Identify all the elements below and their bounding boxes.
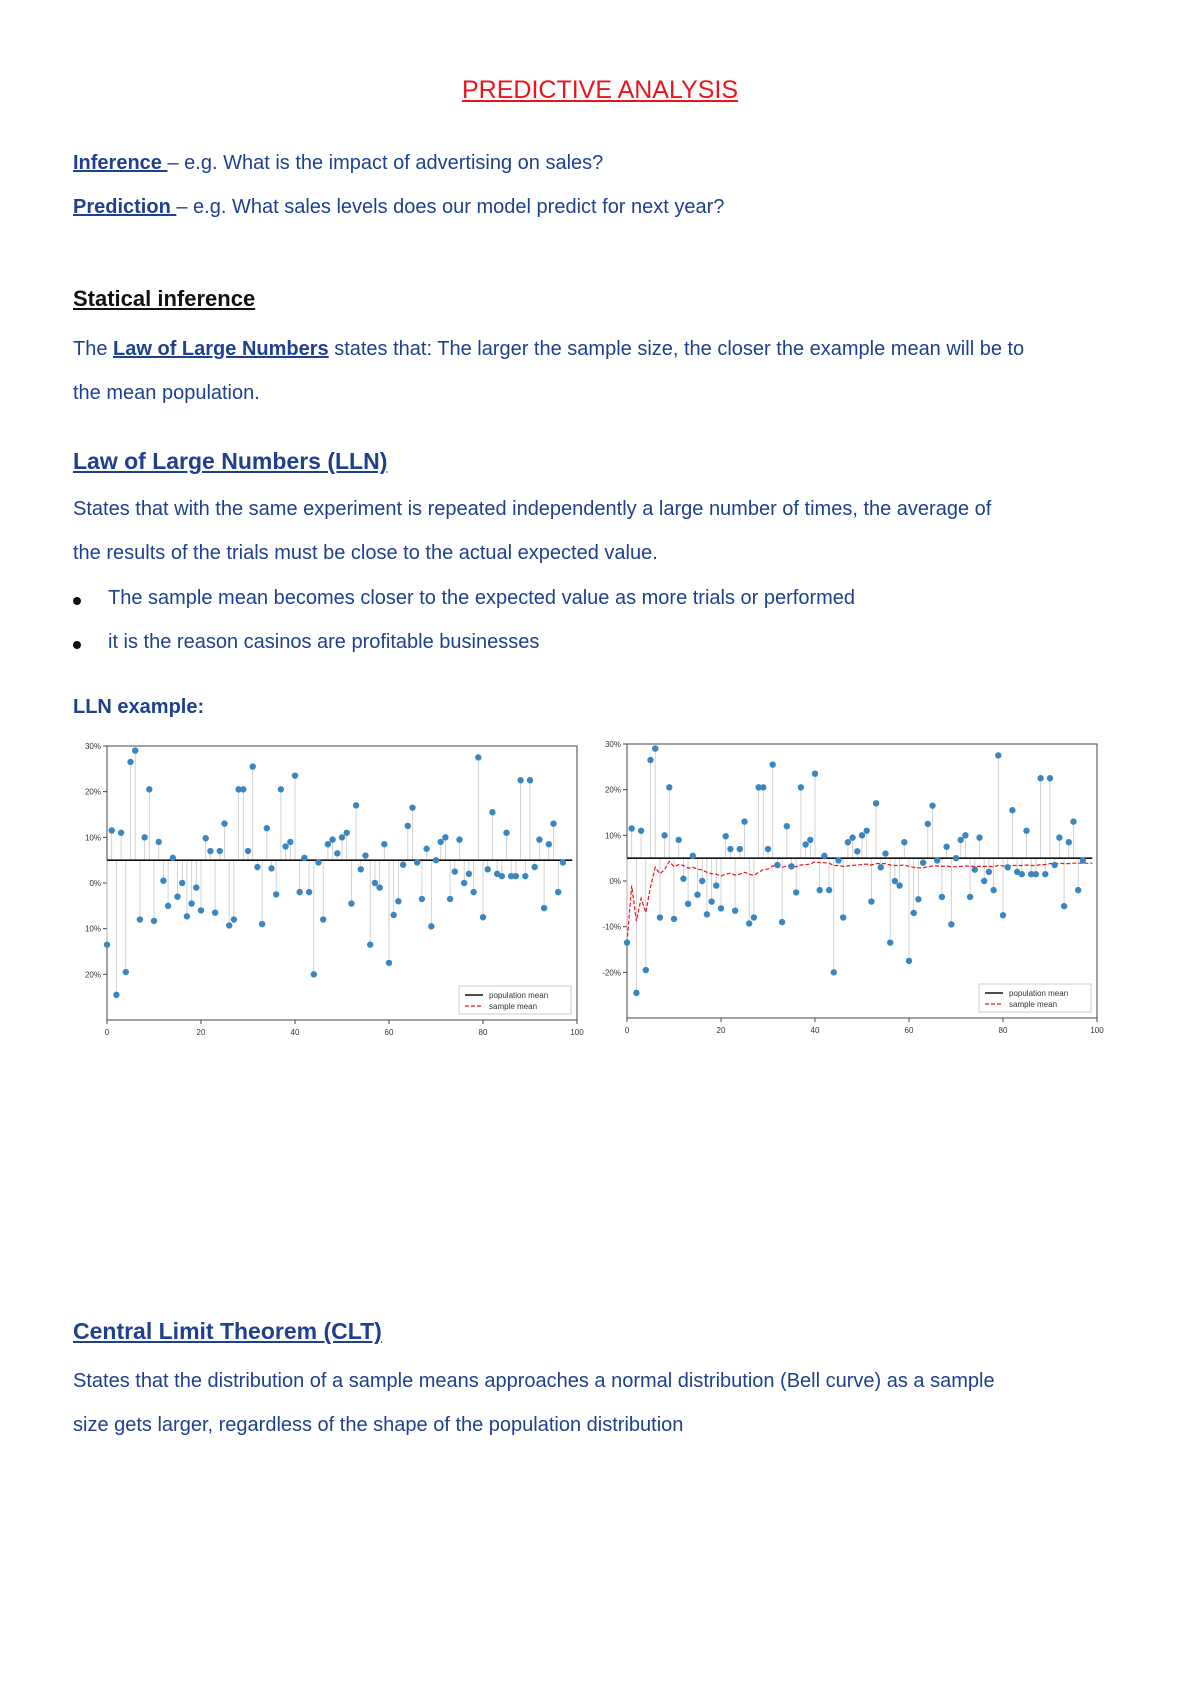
data-point <box>962 832 968 838</box>
y-tick-label: -20% <box>602 968 621 978</box>
data-point <box>727 846 733 852</box>
data-point <box>381 841 387 847</box>
data-point <box>156 839 162 845</box>
definition-prediction <box>73 196 724 219</box>
data-point <box>1037 775 1043 781</box>
data-point <box>499 873 505 879</box>
data-point <box>400 862 406 868</box>
data-point <box>141 834 147 840</box>
data-point <box>268 865 274 871</box>
data-point <box>770 761 776 767</box>
data-point <box>278 786 284 792</box>
y-tick-label: 10% <box>604 831 621 841</box>
data-point <box>878 864 884 870</box>
bullet-dot <box>73 641 81 649</box>
data-point <box>1066 839 1072 845</box>
data-point <box>840 914 846 920</box>
data-point <box>245 848 251 854</box>
x-tick-label: 80 <box>998 1026 1008 1035</box>
data-point <box>948 921 954 927</box>
data-point <box>1061 903 1067 909</box>
data-point <box>821 853 827 859</box>
data-point <box>217 848 223 854</box>
data-point <box>1052 862 1058 868</box>
clt-line1: States that the distribution of a sample means approaches a normal distribution (Bell curve) as a sample <box>73 1370 995 1392</box>
data-point <box>170 855 176 861</box>
data-point <box>386 960 392 966</box>
x-tick-label: 60 <box>904 1026 914 1035</box>
clt-line2: size gets larger, regardless of the shape of the population distribution <box>73 1414 684 1436</box>
data-point <box>315 859 321 865</box>
data-point <box>784 823 790 829</box>
data-point <box>475 754 481 760</box>
data-point <box>976 834 982 840</box>
data-point <box>405 823 411 829</box>
data-point <box>480 914 486 920</box>
y-tick-label: 20% <box>604 785 621 795</box>
data-point <box>546 841 552 847</box>
data-point <box>193 884 199 890</box>
data-point <box>151 918 157 924</box>
x-tick-label: 20 <box>196 1028 206 1037</box>
data-point <box>165 903 171 909</box>
data-point <box>929 802 935 808</box>
legend-label: sample mean <box>1009 1000 1058 1009</box>
data-point <box>1000 912 1006 918</box>
data-point <box>198 907 204 913</box>
data-point <box>1005 864 1011 870</box>
data-point <box>470 889 476 895</box>
data-point <box>972 866 978 872</box>
x-tick-label: 40 <box>290 1028 300 1037</box>
data-point <box>652 745 658 751</box>
data-point <box>282 843 288 849</box>
data-point <box>624 939 630 945</box>
data-point <box>348 900 354 906</box>
data-point <box>306 889 312 895</box>
data-point <box>676 837 682 843</box>
data-point <box>240 786 246 792</box>
y-tick-label: 10% <box>84 833 101 843</box>
data-point <box>854 848 860 854</box>
data-point <box>555 889 561 895</box>
data-point <box>1080 857 1086 863</box>
data-point <box>254 864 260 870</box>
data-point <box>798 784 804 790</box>
statistical-inference-line1 <box>73 338 1024 361</box>
data-point <box>466 871 472 877</box>
data-point <box>802 841 808 847</box>
data-point <box>311 971 317 977</box>
data-point <box>1056 834 1062 840</box>
data-point <box>629 825 635 831</box>
data-point <box>414 859 420 865</box>
x-tick-label: 0 <box>624 1026 630 1035</box>
legend-label: population mean <box>489 991 549 1000</box>
y-tick-label: 0% <box>89 879 101 888</box>
data-point <box>864 828 870 834</box>
data-point <box>981 878 987 884</box>
data-point <box>807 837 813 843</box>
data-point <box>633 990 639 996</box>
data-point <box>320 916 326 922</box>
data-point <box>723 833 729 839</box>
data-point <box>109 827 115 833</box>
data-point <box>1070 818 1076 824</box>
data-point <box>160 878 166 884</box>
data-point <box>666 784 672 790</box>
data-point <box>259 921 265 927</box>
data-point <box>892 878 898 884</box>
data-point <box>953 855 959 861</box>
data-point <box>939 894 945 900</box>
data-point <box>179 880 185 886</box>
data-point <box>419 896 425 902</box>
data-point <box>906 958 912 964</box>
data-point <box>461 880 467 886</box>
lln-bullet-1: The sample mean becomes closer to the expected value as more trials or performed <box>108 587 856 609</box>
data-point <box>887 939 893 945</box>
data-point <box>920 860 926 866</box>
data-point <box>123 969 129 975</box>
data-point <box>428 923 434 929</box>
data-point <box>485 866 491 872</box>
statistical-inference-text: states that: The larger the sample size, the closer the example mean will be to <box>328 338 1025 360</box>
y-tick-label: -10% <box>602 922 621 932</box>
data-point <box>741 818 747 824</box>
data-point <box>442 834 448 840</box>
data-point <box>329 836 335 842</box>
y-tick-label: 20% <box>84 970 101 980</box>
data-point <box>118 830 124 836</box>
data-point <box>990 887 996 893</box>
data-point <box>835 857 841 863</box>
data-point <box>226 922 232 928</box>
lln-chart-right <box>595 734 1105 1051</box>
data-point <box>113 992 119 998</box>
data-point <box>845 839 851 845</box>
bullet-dot <box>73 597 81 605</box>
data-point <box>868 898 874 904</box>
definition-inference-text: – e.g. What is the impact of advertising on sales? <box>167 152 604 174</box>
definition-inference <box>73 152 603 175</box>
data-point <box>447 896 453 902</box>
data-point <box>967 894 973 900</box>
data-point <box>503 830 509 836</box>
definition-prediction-text: – e.g. What sales levels does our model predict for next year? <box>176 196 725 218</box>
lln-line2: the results of the trials must be close to the actual expected value. <box>73 542 658 564</box>
lln-example-label: LLN example: <box>73 696 205 718</box>
data-point <box>817 887 823 893</box>
data-point <box>344 830 350 836</box>
data-point <box>1023 828 1029 834</box>
data-point <box>297 889 303 895</box>
x-tick-label: 80 <box>478 1028 488 1037</box>
clt-heading: Central Limit Theorem (CLT) <box>73 1318 382 1344</box>
data-point <box>532 864 538 870</box>
y-tick-label: 0% <box>609 877 621 886</box>
data-point <box>358 866 364 872</box>
data-point <box>1009 807 1015 813</box>
data-point <box>188 900 194 906</box>
data-point <box>146 786 152 792</box>
lln-chart-left-svg <box>75 736 585 1048</box>
statistical-inference-pre: The <box>73 338 114 360</box>
data-point <box>788 863 794 869</box>
data-point <box>203 835 209 841</box>
data-point <box>409 804 415 810</box>
data-point <box>391 912 397 918</box>
data-point <box>661 832 667 838</box>
data-point <box>831 969 837 975</box>
data-point <box>849 834 855 840</box>
data-point <box>1042 871 1048 877</box>
data-point <box>699 878 705 884</box>
data-point <box>1019 871 1025 877</box>
data-point <box>325 841 331 847</box>
data-point <box>713 882 719 888</box>
y-tick-label: 30% <box>84 742 101 751</box>
lln-chart-right-svg <box>595 734 1105 1046</box>
data-point <box>746 920 752 926</box>
data-point <box>779 919 785 925</box>
data-point <box>550 820 556 826</box>
data-point <box>513 873 519 879</box>
data-point <box>438 839 444 845</box>
y-tick-label: 20% <box>84 787 101 797</box>
data-point <box>657 914 663 920</box>
data-point <box>708 898 714 904</box>
data-point <box>680 876 686 882</box>
y-tick-label: 10% <box>84 924 101 934</box>
data-point <box>643 967 649 973</box>
data-point <box>456 836 462 842</box>
data-point <box>690 853 696 859</box>
data-point <box>774 862 780 868</box>
data-point <box>137 916 143 922</box>
data-point <box>911 910 917 916</box>
term-prediction: Prediction <box>73 196 177 218</box>
data-point <box>1075 887 1081 893</box>
page-title: PREDICTIVE ANALYSIS <box>461 76 738 104</box>
data-point <box>541 905 547 911</box>
data-point <box>536 836 542 842</box>
data-point <box>522 873 528 879</box>
x-tick-label: 20 <box>716 1026 726 1035</box>
data-point <box>231 916 237 922</box>
data-point <box>334 850 340 856</box>
data-point <box>647 757 653 763</box>
data-point <box>292 772 298 778</box>
data-point <box>517 777 523 783</box>
data-point <box>527 777 533 783</box>
data-point <box>1047 775 1053 781</box>
data-point <box>353 802 359 808</box>
data-point <box>732 907 738 913</box>
data-point <box>934 857 940 863</box>
data-point <box>704 911 710 917</box>
data-point <box>685 901 691 907</box>
data-point <box>915 896 921 902</box>
data-point <box>901 839 907 845</box>
data-point <box>264 825 270 831</box>
data-point <box>1033 871 1039 877</box>
data-point <box>765 846 771 852</box>
data-point <box>362 852 368 858</box>
data-point <box>793 889 799 895</box>
data-point <box>452 868 458 874</box>
statistical-inference-line2: the mean population. <box>73 382 260 404</box>
data-point <box>132 747 138 753</box>
x-tick-label: 40 <box>810 1026 820 1035</box>
term-inference: Inference <box>73 152 168 174</box>
data-point <box>423 846 429 852</box>
data-point <box>560 859 566 865</box>
data-point <box>812 770 818 776</box>
x-tick-label: 100 <box>1090 1026 1104 1035</box>
data-point <box>638 828 644 834</box>
data-point <box>671 916 677 922</box>
x-tick-label: 0 <box>104 1028 110 1037</box>
data-point <box>995 752 1001 758</box>
data-point <box>943 844 949 850</box>
data-point <box>174 894 180 900</box>
data-point <box>273 891 279 897</box>
data-point <box>221 820 227 826</box>
x-tick-label: 100 <box>570 1028 584 1037</box>
data-point <box>737 846 743 852</box>
data-point <box>212 909 218 915</box>
data-point <box>718 905 724 911</box>
x-tick-label: 60 <box>384 1028 394 1037</box>
data-point <box>301 855 307 861</box>
data-point <box>882 850 888 856</box>
statistical-inference-heading: Statical inference <box>73 286 256 311</box>
data-point <box>489 809 495 815</box>
data-point <box>250 763 256 769</box>
data-point <box>127 759 133 765</box>
data-point <box>367 941 373 947</box>
data-point <box>986 869 992 875</box>
data-point <box>751 914 757 920</box>
lln-line1: States that with the same experiment is repeated independently a large number of times, the average of <box>73 498 992 520</box>
data-point <box>104 941 110 947</box>
data-point <box>694 892 700 898</box>
lln-chart-left <box>75 736 585 1053</box>
term-law-of-large-numbers: Law of Large Numbers <box>113 338 329 360</box>
data-point <box>873 800 879 806</box>
data-point <box>372 880 378 886</box>
lln-heading: Law of Large Numbers (LLN) <box>73 448 388 474</box>
legend-label: population mean <box>1009 989 1069 998</box>
data-point <box>896 882 902 888</box>
data-point <box>376 884 382 890</box>
data-point <box>826 887 832 893</box>
lln-bullet-2: it is the reason casinos are profitable businesses <box>108 631 540 653</box>
data-point <box>395 898 401 904</box>
data-point <box>339 834 345 840</box>
data-point <box>433 857 439 863</box>
data-point <box>287 839 293 845</box>
data-point <box>207 848 213 854</box>
legend-label: sample mean <box>489 1002 538 1011</box>
data-point <box>760 784 766 790</box>
data-point <box>859 832 865 838</box>
data-point <box>958 837 964 843</box>
y-tick-label: 30% <box>604 740 621 749</box>
data-point <box>925 821 931 827</box>
data-point <box>184 913 190 919</box>
